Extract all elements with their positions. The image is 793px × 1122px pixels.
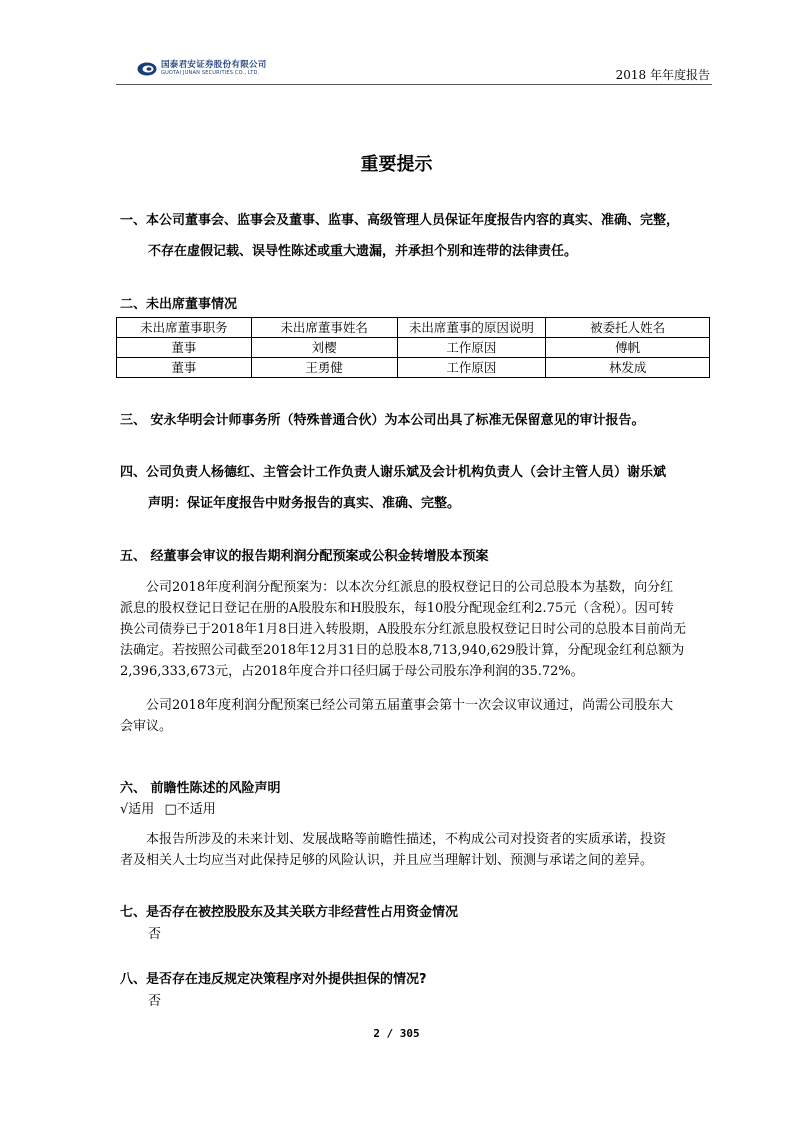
section-7-heading: 七、是否存在被控股股东及其关联方非经营性占用资金情况 bbox=[120, 905, 459, 920]
section-7-answer: 否 bbox=[148, 927, 162, 942]
table-cell: 傅帆 bbox=[546, 338, 710, 358]
report-label: 2018 年年度报告 bbox=[615, 68, 710, 82]
section-4-line-1: 四、公司负责人杨德红、主管会计工作负责人谢乐斌及会计机构负责人（会计主管人员）谢乐斌 bbox=[120, 465, 667, 480]
applicable-checkbox[interactable]: √适用 bbox=[120, 802, 155, 817]
table-header-cell: 被委托人姓名 bbox=[546, 318, 710, 338]
table-header-cell: 未出席董事姓名 bbox=[251, 318, 397, 338]
section-3-text: 三、 安永华明会计师事务所（特殊普通合伙）为本公司出具了标准无保留意见的审计报告。 bbox=[120, 413, 645, 428]
table-cell: 工作原因 bbox=[397, 358, 546, 378]
paragraph-line: 换公司债券已于2018年1月8日进入转股期，A股股东分红派息股权登记日时公司的总股本目前尚无 bbox=[120, 622, 687, 637]
section-4-line-2: 声明：保证年度报告中财务报告的真实、准确、完整。 bbox=[148, 496, 461, 511]
table-row bbox=[117, 358, 710, 378]
paragraph-line: 派息的股权登记日登记在册的A股股东和H股股东，每10股分配现金红利2.75元（含税）。因可转 bbox=[120, 601, 674, 616]
table-cell: 刘樱 bbox=[251, 338, 397, 358]
paragraph-line: 会审议。 bbox=[120, 719, 173, 734]
page-title: 重要提示 bbox=[360, 154, 433, 175]
table-header-cell: 未出席董事的原因说明 bbox=[397, 318, 546, 338]
paragraph-line: 者及相关人士均应当对此保持足够的风险认识，并且应当理解计划、预测与承诺之间的差异。 bbox=[120, 853, 654, 868]
table-header-cell: 未出席董事职务 bbox=[117, 318, 252, 338]
company-logo bbox=[137, 60, 267, 77]
section-8-heading: 八、是否存在违反规定决策程序对外提供担保的情况? bbox=[120, 972, 427, 987]
table-cell: 董事 bbox=[117, 358, 252, 378]
paragraph-line: 本报告所涉及的未来计划、发展战略等前瞻性描述，不构成公司对投资者的实质承诺，投资 bbox=[146, 832, 667, 847]
table-header-row bbox=[117, 318, 710, 338]
section-1-line-1: 一、本公司董事会、监事会及董事、监事、高级管理人员保证年度报告内容的真实、准确、完整， bbox=[120, 213, 680, 228]
table-row bbox=[117, 338, 710, 358]
paragraph-line: 2,396,333,673元，占2018年度合并口径归属于母公司股东净利润的35.72%。 bbox=[120, 664, 584, 679]
not-applicable-checkbox[interactable]: □不适用 bbox=[164, 802, 216, 817]
section-5-paragraph-2 bbox=[120, 695, 720, 737]
section-5-heading: 五、 经董事会审议的报告期利润分配预案或公积金转增股本预案 bbox=[120, 549, 489, 564]
table-cell: 林发成 bbox=[546, 358, 710, 378]
table-cell: 王勇健 bbox=[251, 358, 397, 378]
section-5-paragraph-1 bbox=[120, 577, 720, 682]
section-2-heading: 二、未出席董事情况 bbox=[120, 297, 238, 312]
section-1-line-2: 不存在虚假记载、误导性陈述或重大遗漏，并承担个别和连带的法律责任。 bbox=[148, 244, 578, 259]
paragraph-line: 公司2018年度利润分配预案为：以本次分红派息的股权登记日的公司总股本为基数，向分红 bbox=[146, 580, 674, 595]
paragraph-line: 公司2018年度利润分配预案已经公司第五届董事会第十一次会议审议通过，尚需公司股东大 bbox=[146, 698, 674, 713]
header-divider bbox=[116, 84, 712, 85]
logo-company-name-cn: 国泰君安证券股份有限公司 bbox=[161, 60, 267, 70]
section-6-heading: 六、 前瞻性陈述的风险声明 bbox=[120, 781, 281, 796]
page-number: 2 / 305 bbox=[373, 1027, 420, 1040]
table-cell: 董事 bbox=[117, 338, 252, 358]
table-cell: 工作原因 bbox=[397, 338, 546, 358]
applicability-options bbox=[120, 799, 216, 820]
section-8-answer: 否 bbox=[148, 994, 162, 1009]
section-6-paragraph bbox=[120, 829, 720, 871]
paragraph-line: 法确定。若按照公司截至2018年12月31日的总股本8,713,940,629股计算，分配现金红利总额为 bbox=[120, 643, 685, 658]
logo-mark-icon bbox=[137, 62, 157, 76]
logo-company-name-en: GUOTAI JUNAN SECURITIES CO., LTD. bbox=[161, 70, 260, 76]
absent-directors-table bbox=[116, 317, 710, 378]
